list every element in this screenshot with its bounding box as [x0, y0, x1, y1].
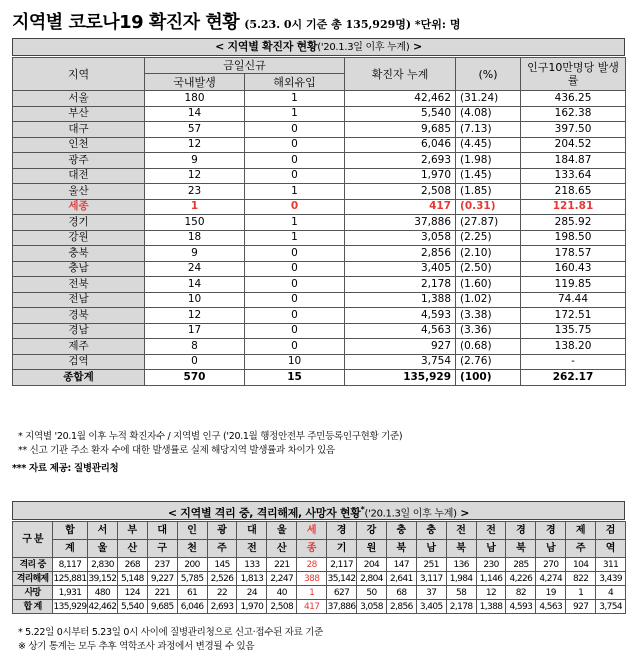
table-row [13, 261, 626, 277]
cell-region: 세종 [13, 199, 145, 215]
cell-value: 221 [267, 558, 297, 572]
cell-pct: (3.36) [456, 323, 521, 339]
header-col-bottom: 원 [357, 540, 387, 558]
cell-imported: 1 [245, 184, 345, 200]
cell-value: 9,227 [147, 572, 177, 586]
cell-cumulative: 9,685 [345, 122, 456, 138]
cell-region: 인천 [13, 137, 145, 153]
section2-banner-end: > [456, 506, 470, 520]
cell-region: 부산 [13, 106, 145, 122]
cell-rate: 285.92 [521, 215, 626, 231]
header-col-bottom: 천 [177, 540, 207, 558]
cell-domestic: 14 [145, 277, 245, 293]
cell-pct: (100) [456, 370, 521, 386]
table-row [13, 586, 626, 600]
cell-value: 3,439 [596, 572, 626, 586]
status-rows [13, 522, 626, 614]
table-row [13, 600, 626, 614]
cell-pct: (3.38) [456, 308, 521, 324]
header-col-bottom: 구 [147, 540, 177, 558]
cell-value: 4 [596, 586, 626, 600]
cell-region: 검역 [13, 354, 145, 370]
cell-value: 2,508 [267, 600, 297, 614]
cell-domestic: 17 [145, 323, 245, 339]
section1-banner-text: < 지역별 확진자 현황 [215, 40, 318, 53]
table-row [13, 215, 626, 231]
header-col-top: 합 [53, 522, 88, 540]
cell-value: 627 [327, 586, 357, 600]
cell-cumulative: 927 [345, 339, 456, 355]
header-col-top: 제 [566, 522, 596, 540]
row-label: 격리해제 [13, 572, 53, 586]
cell-imported: 0 [245, 153, 345, 169]
header-col-top: 광 [207, 522, 237, 540]
cell-pct: (1.02) [456, 292, 521, 308]
cell-value: 1,146 [476, 572, 506, 586]
cell-domestic: 9 [145, 153, 245, 169]
table-row [13, 106, 626, 122]
section2-notes [18, 626, 323, 654]
header-col-bottom: 북 [386, 540, 416, 558]
cell-imported: 0 [245, 323, 345, 339]
header-col-top: 경 [327, 522, 357, 540]
header-new-today: 금일신규 [145, 58, 345, 74]
cell-value: 3,058 [357, 600, 387, 614]
section2-banner-period: ('20.1.3일 이후 누계) [364, 508, 457, 520]
cell-region: 경기 [13, 215, 145, 231]
header-col-top: 대 [237, 522, 267, 540]
cell-rate: 436.25 [521, 91, 626, 107]
cell-value: 4,563 [536, 600, 566, 614]
header-col-bottom: 주 [566, 540, 596, 558]
row-label: 합 계 [13, 600, 53, 614]
header-pct: (%) [456, 58, 521, 91]
table-row [13, 558, 626, 572]
table-row [13, 246, 626, 262]
cell-value: 35,142 [327, 573, 356, 584]
region-confirmed-table [12, 57, 626, 386]
header-col-top: 전 [476, 522, 506, 540]
cell-pct: (1.85) [456, 184, 521, 200]
section1-notes [18, 430, 402, 458]
cell-cumulative: 2,178 [345, 277, 456, 293]
cell-rate: 198.50 [521, 230, 626, 246]
cell-pct: (0.31) [456, 199, 521, 215]
header-col-bottom: 산 [267, 540, 297, 558]
header-col-bottom: 울 [88, 540, 118, 558]
cell-value: 1,931 [53, 586, 88, 600]
cell-value: 230 [476, 558, 506, 572]
header-col-top: 강 [357, 522, 387, 540]
header-col-bottom: 남 [536, 540, 566, 558]
header-col-top: 인 [177, 522, 207, 540]
cell-value: 68 [386, 586, 416, 600]
page-title [12, 8, 627, 34]
cell-value: 145 [207, 558, 237, 572]
title-main: 지역별 코로나19 확진자 현황 [12, 12, 240, 33]
cell-value: 3,117 [416, 572, 446, 586]
table-row [13, 184, 626, 200]
cell-cumulative: 4,563 [345, 323, 456, 339]
cell-region: 충북 [13, 246, 145, 262]
cell-rate: 218.65 [521, 184, 626, 200]
cell-cumulative: 6,046 [345, 137, 456, 153]
cell-domestic: 0 [145, 354, 245, 370]
section1-banner-period: ('20.1.3일 이후 누계) [317, 42, 410, 53]
cell-cumulative: 3,058 [345, 230, 456, 246]
cell-domestic: 10 [145, 292, 245, 308]
cell-region: 서울 [13, 91, 145, 107]
cell-pct: (7.13) [456, 122, 521, 138]
cell-pct: (2.10) [456, 246, 521, 262]
cell-pct: (2.50) [456, 261, 521, 277]
header-col-top: 경 [506, 522, 536, 540]
cell-value: 40 [267, 586, 297, 600]
table-row [13, 292, 626, 308]
cell-domestic: 150 [145, 215, 245, 231]
cell-cumulative: 1,970 [345, 168, 456, 184]
cell-value: 5,148 [117, 572, 147, 586]
header-col-bottom: 기 [327, 540, 357, 558]
cell-rate: 74.44 [521, 292, 626, 308]
cell-cumulative: 3,405 [345, 261, 456, 277]
cell-pct: (27.87) [456, 215, 521, 231]
header-col-top: 검 [596, 522, 626, 540]
header-col-top: 경 [536, 522, 566, 540]
section1-banner [12, 38, 625, 56]
cell-imported: 0 [245, 308, 345, 324]
header-imported: 해외유입 [245, 74, 345, 91]
cell-region: 울산 [13, 184, 145, 200]
cell-value: 39,152 [88, 573, 117, 584]
header-col-bottom: 산 [117, 540, 147, 558]
cell-imported: 0 [245, 137, 345, 153]
note-3: * 5.22일 0시부터 5.23일 0시 사이에 질병관리청으로 신고·접수된 자료 기준 [18, 627, 323, 638]
cell-value: 1,388 [476, 600, 506, 614]
cell-region: 충남 [13, 261, 145, 277]
cell-value: 4,274 [536, 572, 566, 586]
cell-pct: (4.45) [456, 137, 521, 153]
cell-domestic: 180 [145, 91, 245, 107]
cell-value: 480 [88, 586, 118, 600]
cell-value: 2,830 [88, 558, 118, 572]
header-col-top: 부 [117, 522, 147, 540]
header-col-bottom: 북 [446, 540, 476, 558]
cell-value: 12 [476, 586, 506, 600]
cell-cumulative: 2,693 [345, 153, 456, 169]
cell-value: 61 [177, 586, 207, 600]
cell-imported: 15 [245, 370, 345, 386]
header-row-bottom [13, 540, 626, 558]
cell-value: 4,226 [506, 572, 536, 586]
cell-value: 135,929 [53, 601, 87, 612]
cell-rate: 397.50 [521, 122, 626, 138]
cell-imported: 1 [245, 91, 345, 107]
cell-value: 24 [237, 586, 267, 600]
title-sub: (5.23. 0시 기준 총 135,929명) *단위: 명 [244, 18, 461, 31]
cell-domestic: 23 [145, 184, 245, 200]
cell-domestic: 1 [145, 199, 245, 215]
cell-imported: 0 [245, 122, 345, 138]
header-col-bottom: 계 [53, 540, 88, 558]
cell-rate: 138.20 [521, 339, 626, 355]
cell-value: 2,178 [446, 600, 476, 614]
note-1: * 지역별 '20.1월 이후 누적 확진자수 / 지역별 인구 ('20.1월 행정안전부 주민등록인구현황 기준) [18, 431, 403, 442]
cell-value: 1 [297, 586, 327, 600]
cell-region: 전남 [13, 292, 145, 308]
cell-value: 3,405 [416, 600, 446, 614]
table-row [13, 122, 626, 138]
cell-value: 927 [566, 600, 596, 614]
cell-cumulative: 135,929 [345, 370, 456, 386]
cell-region: 제주 [13, 339, 145, 355]
cell-value: 2,856 [386, 600, 416, 614]
region-rows [13, 91, 626, 386]
cell-value: 237 [147, 558, 177, 572]
cell-imported: 1 [245, 230, 345, 246]
cell-domestic: 14 [145, 106, 245, 122]
total-row [13, 370, 626, 386]
section2-banner-text: < 지역별 격리 중, 격리해제, 사망자 현황 [167, 506, 361, 520]
cell-value: 2,641 [386, 572, 416, 586]
table-row [13, 168, 626, 184]
cell-value: 9,685 [147, 600, 177, 614]
cell-value: 104 [566, 558, 596, 572]
cell-value: 1,970 [237, 600, 267, 614]
cell-value: 50 [357, 586, 387, 600]
cell-value: 124 [117, 586, 147, 600]
cell-region: 경남 [13, 323, 145, 339]
cell-imported: 0 [245, 339, 345, 355]
cell-value: 285 [506, 558, 536, 572]
cell-imported: 0 [245, 277, 345, 293]
cell-value: 822 [566, 572, 596, 586]
cell-value: 133 [237, 558, 267, 572]
cell-value: 3,754 [596, 600, 626, 614]
cell-pct: (1.60) [456, 277, 521, 293]
cell-value: 1,984 [446, 572, 476, 586]
cell-value: 221 [147, 586, 177, 600]
cell-value: 270 [536, 558, 566, 572]
cell-rate: 204.52 [521, 137, 626, 153]
table-row [13, 153, 626, 169]
section1-banner-end: > [409, 40, 422, 53]
cell-imported: 1 [245, 106, 345, 122]
cell-region: 대구 [13, 122, 145, 138]
cell-rate: 119.85 [521, 277, 626, 293]
cell-rate: 162.38 [521, 106, 626, 122]
table-row [13, 354, 626, 370]
cell-rate: 262.17 [521, 370, 626, 386]
cell-region: 종합계 [13, 370, 145, 386]
cell-value: 28 [297, 558, 327, 572]
header-row-top [13, 522, 626, 540]
cell-pct: (1.98) [456, 153, 521, 169]
table-row [13, 323, 626, 339]
cell-region: 광주 [13, 153, 145, 169]
cell-value: 1 [566, 586, 596, 600]
cell-value: 2,247 [267, 572, 297, 586]
cell-region: 강원 [13, 230, 145, 246]
cell-value: 82 [506, 586, 536, 600]
cell-rate: 133.64 [521, 168, 626, 184]
cell-pct: (2.25) [456, 230, 521, 246]
cell-pct: (0.68) [456, 339, 521, 355]
cell-imported: 0 [245, 246, 345, 262]
cell-value: 8,117 [53, 558, 88, 572]
cell-value: 251 [416, 558, 446, 572]
header-cumulative: 확진자 누계 [345, 58, 456, 91]
cell-value: 2,117 [327, 558, 357, 572]
cell-domestic: 12 [145, 308, 245, 324]
cell-value: 6,046 [177, 600, 207, 614]
cell-imported: 0 [245, 292, 345, 308]
cell-value: 4,593 [506, 600, 536, 614]
cell-domestic: 24 [145, 261, 245, 277]
cell-value: 2,693 [207, 600, 237, 614]
header-label: 구 분 [13, 522, 53, 558]
cell-cumulative: 417 [345, 199, 456, 215]
row-label: 격리 중 [13, 558, 53, 572]
cell-pct: (2.76) [456, 354, 521, 370]
cell-cumulative: 4,593 [345, 308, 456, 324]
cell-cumulative: 2,508 [345, 184, 456, 200]
cell-cumulative: 42,462 [345, 91, 456, 107]
cell-cumulative: 5,540 [345, 106, 456, 122]
header-col-bottom: 전 [237, 540, 267, 558]
cell-cumulative: 2,856 [345, 246, 456, 262]
cell-domestic: 9 [145, 246, 245, 262]
cell-imported: 10 [245, 354, 345, 370]
cell-value: 200 [177, 558, 207, 572]
table-row [13, 572, 626, 586]
header-col-top: 충 [386, 522, 416, 540]
table-row [13, 277, 626, 293]
table-row [13, 230, 626, 246]
header-col-top: 서 [88, 522, 118, 540]
cell-domestic: 57 [145, 122, 245, 138]
cell-value: 37 [416, 586, 446, 600]
table-row [13, 137, 626, 153]
cell-cumulative: 1,388 [345, 292, 456, 308]
cell-value: 22 [207, 586, 237, 600]
header-col-bottom: 역 [596, 540, 626, 558]
cell-rate: 178.57 [521, 246, 626, 262]
cell-value: 2,526 [207, 572, 237, 586]
cell-value: 19 [536, 586, 566, 600]
cell-value: 204 [357, 558, 387, 572]
table-row [13, 91, 626, 107]
cell-domestic: 570 [145, 370, 245, 386]
header-col-bottom: 북 [506, 540, 536, 558]
header-domestic: 국내발생 [145, 74, 245, 91]
cell-imported: 1 [245, 215, 345, 231]
cell-value: 5,540 [117, 600, 147, 614]
header-col-bottom: 종 [297, 540, 327, 558]
note-2: ** 신고 기관 주소 환자 수에 대한 발생률로 실제 해당지역 발생률과 차이가 있음 [18, 445, 335, 456]
header-col-bottom: 남 [476, 540, 506, 558]
cell-value: 125,881 [53, 573, 87, 584]
header-col-top: 충 [416, 522, 446, 540]
cell-domestic: 8 [145, 339, 245, 355]
header-col-bottom: 주 [207, 540, 237, 558]
cell-region: 전북 [13, 277, 145, 293]
header-col-bottom: 남 [416, 540, 446, 558]
cell-region: 대전 [13, 168, 145, 184]
cell-rate: 184.87 [521, 153, 626, 169]
header-col-top: 울 [267, 522, 297, 540]
cell-imported: 0 [245, 168, 345, 184]
cell-cumulative: 37,886 [345, 215, 456, 231]
table-row [13, 199, 626, 215]
cell-pct: (1.45) [456, 168, 521, 184]
cell-value: 42,462 [88, 601, 117, 612]
cell-value: 58 [446, 586, 476, 600]
header-col-top: 전 [446, 522, 476, 540]
note-4: ※ 상기 통계는 모두 추후 역학조사 과정에서 변경될 수 있음 [18, 641, 255, 652]
cell-imported: 0 [245, 199, 345, 215]
region-status-table [12, 521, 626, 614]
cell-domestic: 12 [145, 137, 245, 153]
cell-region: 경북 [13, 308, 145, 324]
cell-value: 136 [446, 558, 476, 572]
cell-rate: - [521, 354, 626, 370]
cell-pct: (31.24) [456, 91, 521, 107]
cell-value: 268 [117, 558, 147, 572]
cell-rate: 172.51 [521, 308, 626, 324]
cell-domestic: 12 [145, 168, 245, 184]
cell-value: 1,813 [237, 572, 267, 586]
header-per100k: 인구10만명당 발생률 [521, 58, 626, 91]
header-col-top: 대 [147, 522, 177, 540]
cell-rate: 121.81 [521, 199, 626, 215]
table-row [13, 339, 626, 355]
cell-value: 37,886 [327, 601, 356, 612]
cell-domestic: 18 [145, 230, 245, 246]
header-region: 지역 [13, 58, 145, 91]
cell-pct: (4.08) [456, 106, 521, 122]
cell-cumulative: 3,754 [345, 354, 456, 370]
cell-value: 147 [386, 558, 416, 572]
cell-value: 2,804 [357, 572, 387, 586]
cell-value: 5,785 [177, 572, 207, 586]
table-row [13, 308, 626, 324]
cell-value: 311 [596, 558, 626, 572]
cell-imported: 0 [245, 261, 345, 277]
source-note: *** 자료 제공: 질병관리청 [12, 463, 119, 474]
cell-value: 417 [297, 600, 327, 614]
cell-rate: 135.75 [521, 323, 626, 339]
section2-banner [12, 501, 625, 520]
section2-banner-star: * [360, 505, 365, 514]
cell-rate: 160.43 [521, 261, 626, 277]
row-label: 사망 [13, 586, 53, 600]
header-col-top: 세 [297, 522, 327, 540]
cell-value: 388 [297, 572, 327, 586]
